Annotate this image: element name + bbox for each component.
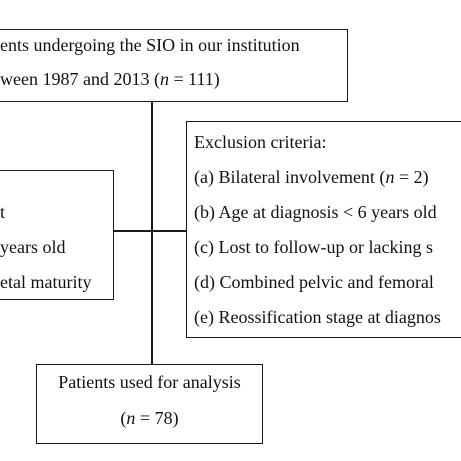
- analysis-patients-line1: Patients used for analysis: [58, 372, 241, 392]
- exclusion-criterion-e: (e) Reossification stage at diagnos: [194, 307, 441, 327]
- left-exclusion-line3: etal maturity: [0, 272, 92, 292]
- exclusion-criterion-b: (b) Age at diagnosis < 6 years old: [194, 202, 437, 222]
- flow-connector-vertical: [151, 102, 153, 364]
- exclusion-criterion-c: (c) Lost to follow-up or lacking s: [194, 237, 433, 257]
- enrolled-patients-line1: ents undergoing the SIO in our institution: [0, 35, 300, 55]
- analysis-patients-line2: (n = 78): [120, 408, 179, 428]
- exclusion-criterion-d: (d) Combined pelvic and femoral: [194, 272, 434, 292]
- flow-connector-horizontal: [114, 230, 186, 232]
- left-exclusion-line2: years old: [0, 237, 66, 257]
- left-exclusion-line1: t: [0, 202, 6, 222]
- enrolled-patients-line2: ween 1987 and 2013 (n = 111): [0, 69, 220, 89]
- exclusion-criteria-title: Exclusion criteria:: [194, 132, 327, 152]
- exclusion-criterion-a: (a) Bilateral involvement (n = 2): [194, 167, 429, 187]
